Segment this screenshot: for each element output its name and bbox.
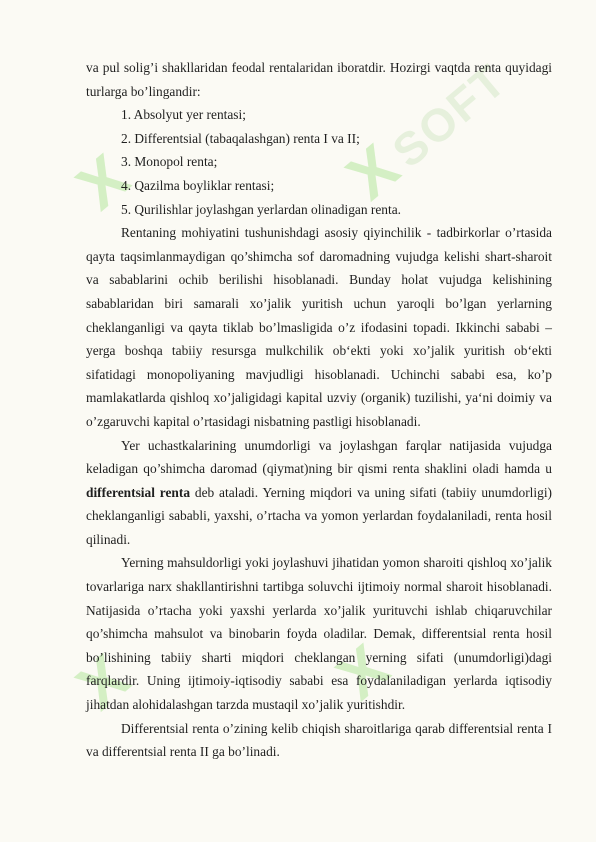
list-item: 2. Differentsial (tabaqalashgan) renta I va II;: [121, 130, 360, 146]
renta-types-list: [86, 103, 552, 221]
paragraph-text: deb ataladi. Yerning miqdori va uning sifati (tabiiy unumdorligi) cheklanganligi sababli, yaxshi, o’rtacha va yomon yerlardan foydalaniladi, renta hosil qilinadi.: [86, 484, 552, 547]
paragraph-conclusion: Differentsial renta o’zining kelib chiqish sharoitlariga qarab differentsial renta I va differentsial renta II ga bo’linadi.: [86, 720, 552, 760]
term-differential-renta: differentsial renta: [86, 484, 191, 500]
watermark-word: SOFT: [382, 53, 517, 178]
list-item: 3. Monopol renta;: [121, 154, 218, 170]
watermark-mark: X: [323, 629, 404, 714]
watermark-mark: X: [63, 139, 144, 224]
watermark-mark: X: [63, 639, 144, 724]
paragraph-essence: Rentaning mohiyatini tushunishdagi asosiy qiyinchilik - tadbirkorlar o’rtasida qayta taqsimlanmaydigan qo’shimcha sof daromadning vujudga kelishi shart-sharoit va sabablarini ochib berilishi hisoblanadi. Bunday holat vujudga kelishining sabablaridan biri samarali xo’jalik yuritish uchun yaroqli bo’lgan yerlarning cheklanganligi va qayta tiklab bo’lmasligida o’z ifodasini topadi. Ikkinchi sababi – yerga boshqa tabiiy resursga mulkchilik ob‘ekti yoki xo’jalik yuritish ob‘ekti sifatidagi monopoliyaning mavjudligi hisoblanadi. Uchinchi sababi esa, ko’p mamlakatlarda qishloq xo’jaligidagi kapital uzviy (organik) tuzilishi, ya‘ni doimiy va o’zgaruvchi kapital o’rtasidagi nisbatning pastligi hisoblanadi.: [86, 225, 552, 429]
watermark-mark: X: [333, 129, 414, 214]
list-item: 1. Absolyut yer rentasi;: [121, 107, 246, 123]
paragraph-text: Yer uchastkalarining unumdorligi va joylashgan farqlar natijasida vujudga keladigan qo’shimcha daromad (qiymat)ning bir qismi renta shaklini oladi hamda u: [86, 437, 552, 477]
list-item: 5. Qurilishlar joylashgan yerlardan olinadigan renta.: [121, 201, 402, 217]
paragraph-conditions: Yerning mahsuldorligi yoki joylashuvi jihatidan yomon sharoiti qishloq xo’jalik tovarlariga narx shakllantirishni tartibga soluvchi ijtimoiy normal sharoit hisoblanadi. Natijasida o’rtacha yoki yaxshi yerlarda xo’jalik yurituvchi ishlab chiqaruvchilar qo’shimcha mahsulot va binobarin foyda oladilar. Demak, differentsial renta hosil bo’lishining tabiiy sharti miqdori cheklangan yerning sifati (unumdorligi)dagi farqlardir. Uning ijtimoiy-iqtisodiy sababi esa foydalaniladigan yerlarda iqtisodiy jihatdan alohidalashgan tarzda mustaqil xo’jalik yuritishdir.: [86, 555, 552, 713]
list-item: 4. Qazilma boyliklar rentasi;: [121, 177, 275, 193]
intro-paragraph: va pul solig’i shakllaridan feodal rentalaridan iboratdir. Hozirgi vaqtda renta quyidagi turlarga bo’lingandir:: [86, 60, 552, 99]
document-body: [86, 56, 552, 764]
paragraph-differential: [86, 434, 552, 552]
